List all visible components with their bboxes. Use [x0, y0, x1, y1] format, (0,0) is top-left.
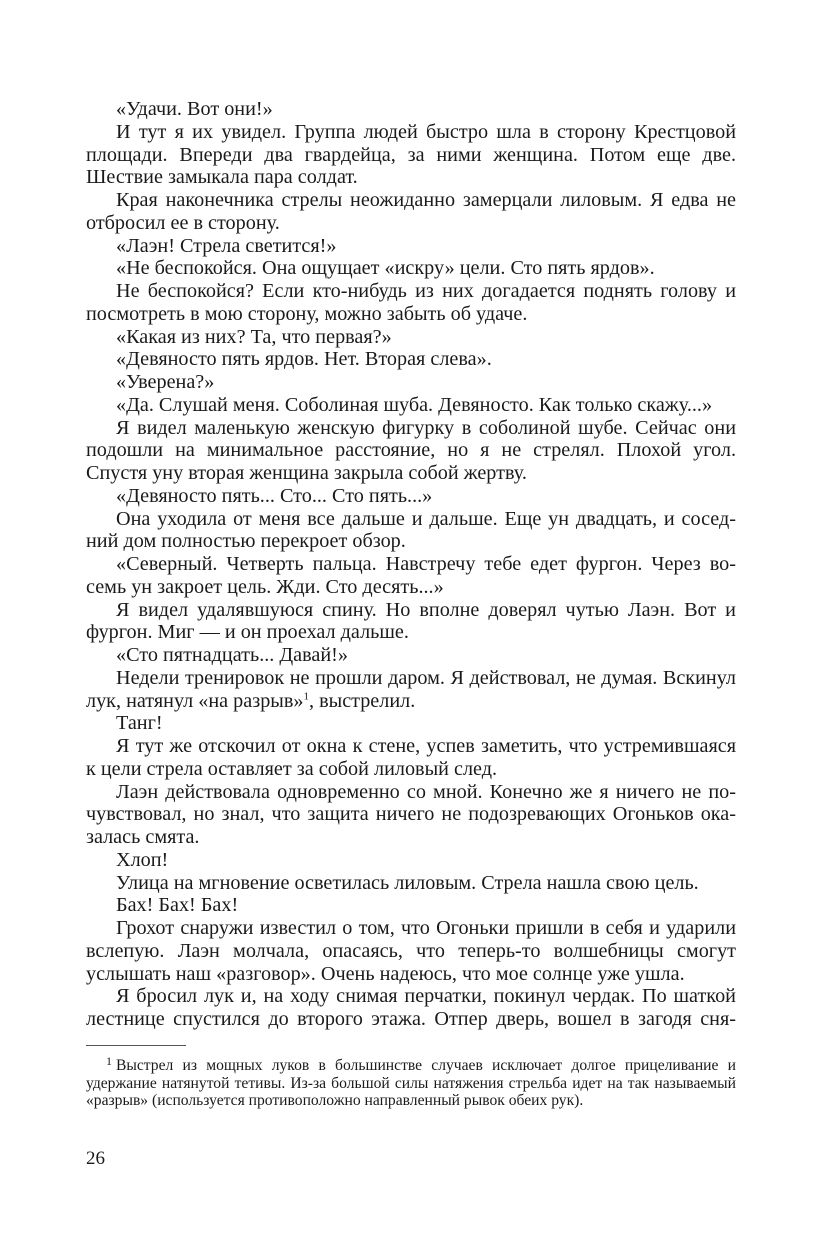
- paragraph: Не беспокойся? Если кто-нибудь из них догадается поднять голову и посмотреть в мою сторону, можно забыть об удаче.: [86, 280, 736, 325]
- paragraph: Грохот снаружи известил о том, что Огоньки пришли в себя и ударили вслепую. Лаэн молчала, опасаясь, что теперь-то волшебницы смогут услышать наш «разговор». Очень надеюсь, что мое солнце уже ушла.: [86, 917, 736, 985]
- paragraph: «Девяносто пять... Сто... Сто пять...»: [116, 484, 433, 507]
- paragraph: Хлоп!: [116, 848, 169, 871]
- page-number: 26: [86, 1148, 105, 1169]
- paragraph-text: Недели тренировок не прошли даром. Я действовал, не думая. Вскинул лук, натянул «на разрыв»: [86, 666, 736, 712]
- paragraph: Я видел удалявшуюся спину. Но вполне доверял чутью Лаэн. Вот и фургон. Миг — и он проехал дальше.: [86, 598, 736, 644]
- paragraph: Лаэн действовала одновременно со мной. Конечно же я ничего не почувствовал, но знал, что защита ничего не подозревающих Огоньков оказалась смята.: [86, 780, 736, 848]
- paragraph: «Удачи. Вот они!»: [116, 98, 273, 120]
- paragraph: «Какая из них? Та, что первая?»: [116, 325, 392, 348]
- paragraph-text-continued: , выстрелил.: [309, 689, 416, 712]
- footnote-divider: [86, 1045, 186, 1046]
- paragraph: «Да. Слушай меня. Соболиная шуба. Девяносто. Как только скажу...»: [116, 393, 713, 416]
- book-page-text: [86, 98, 736, 1031]
- footnote: [86, 1053, 736, 1110]
- paragraph: «Девяносто пять ярдов. Нет. Вторая слева».: [116, 348, 492, 371]
- paragraph: «Уверена?»: [116, 371, 215, 393]
- paragraph: Я бросил лук и, на ходу снимая перчатки, покинул чердак. По шаткой лестнице спустился до второго этажа. Отпер дверь, вошел в загодя сня-: [86, 985, 736, 1030]
- paragraph: Бах! Бах! Бах!: [116, 894, 239, 917]
- paragraph: «Лаэн! Стрела светится!»: [116, 234, 337, 257]
- paragraph: Я видел маленькую женскую фигурку в соболиной шубе. Сейчас они подошли на минимальное расстояние, но я не стрелял. Плохой угол. Спустя уну вторая женщина закрыла собой жертву.: [86, 416, 736, 484]
- footnote-mark: 1: [106, 1054, 112, 1068]
- paragraph-with-footnote: [86, 667, 736, 713]
- paragraph: Края наконечника стрелы неожиданно замерцали лиловым. Я едва не отбросил ее в сторону.: [86, 189, 736, 234]
- paragraph: «Сто пятнадцать... Давай!»: [116, 644, 348, 666]
- paragraph: Танг!: [116, 712, 163, 735]
- paragraph: И тут я их увидел. Группа людей быстро шла в сторону Крестцовой площади. Впереди два гвардейца, за ними женщина. Потом еще две. Шествие замыкала пара солдат.: [86, 120, 736, 189]
- footnote-text: Выстрел из мощных луков в большинстве случаев исключает долгое прицеливание и удержание натянутой тетивы. Из-за большой силы натяжения стрельба идет на так называемый «разрыв» (используется противоположно направленный рывок обеих рук).: [86, 1057, 736, 1109]
- paragraph: «Не беспокойся. Она ощущает «искру» цели. Сто пять ярдов».: [116, 257, 655, 280]
- paragraph: Я тут же отскочил от окна к стене, успев заметить, что устремившаяся к цели стрела оставляет за собой лиловый след.: [86, 735, 736, 780]
- paragraph: «Северный. Четверть пальца. Навстречу тебе едет фургон. Через восемь ун закроет цель. Жди. Сто десять...»: [86, 553, 736, 598]
- paragraph: Она уходила от меня все дальше и дальше. Еще ун двадцать, и соседний дом полностью перекроет обзор.: [86, 507, 736, 553]
- paragraph: Улица на мгновение осветилась лиловым. Стрела нашла свою цель.: [116, 871, 699, 894]
- footnote-reference[interactable]: 1: [303, 689, 309, 702]
